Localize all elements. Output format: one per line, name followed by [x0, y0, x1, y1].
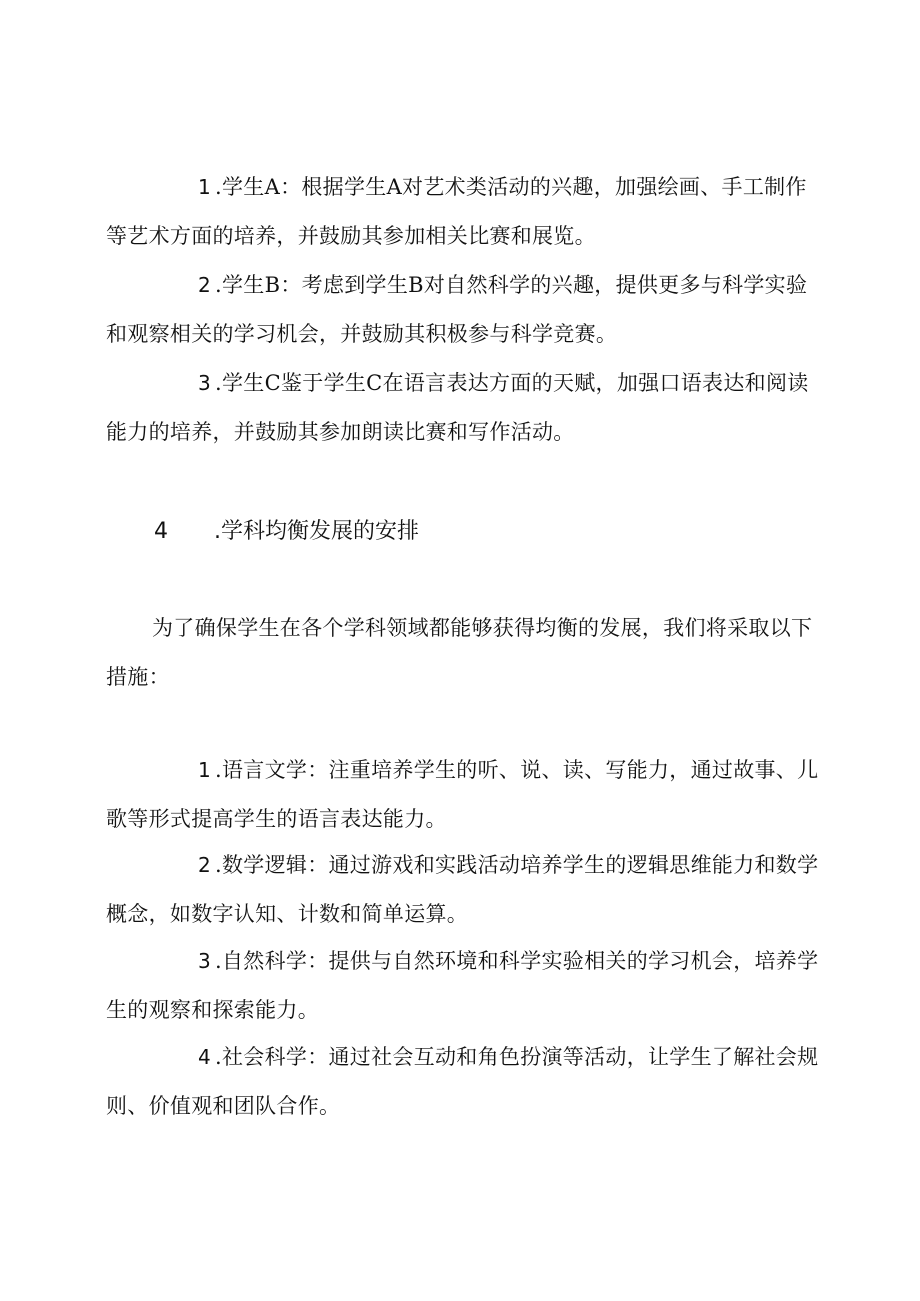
- student-plan-text: .学生B：考虑到学生B对自然科学的兴趣，提供更多与科学实验和观察相关的学习机会，并鼓励其积极参与科学竞赛。: [106, 273, 808, 346]
- student-plan-text: .学生C鉴于学生C在语言表达方面的天赋，加强口语表达和阅读能力的培养，并鼓励其参加朗读比赛和写作活动。: [106, 371, 809, 444]
- measure-text: .语言文学：注重培养学生的听、说、读、写能力，通过故事、儿歌等形式提高学生的语言表达能力。: [106, 758, 819, 831]
- measure-math: [106, 841, 826, 939]
- student-plan-text: .学生A：根据学生A对艺术类活动的兴趣，加强绘画、手工制作等艺术方面的培养，并鼓励其参加相关比赛和展览。: [106, 175, 807, 248]
- student-plan-c: [106, 359, 826, 457]
- list-number: 3: [198, 949, 212, 973]
- measure-social: [106, 1033, 826, 1131]
- measure-science: [106, 937, 826, 1035]
- student-plan-b: [106, 261, 826, 359]
- student-plan-a: [106, 163, 826, 261]
- section-number: 4: [154, 519, 168, 544]
- measure-language: [106, 746, 826, 844]
- list-number: 2: [198, 853, 212, 877]
- intro-paragraph: 为了确保学生在各个学科领域都能够获得均衡的发展，我们将采取以下措施：: [106, 616, 813, 689]
- list-number: 3: [198, 371, 212, 395]
- list-number: 1: [198, 175, 212, 199]
- list-number: 1: [198, 758, 212, 782]
- measure-text: .自然科学：提供与自然环境和科学实验相关的学习机会，培养学生的观察和探索能力。: [106, 949, 819, 1022]
- measure-text: .数学逻辑：通过游戏和实践活动培养学生的逻辑思维能力和数学概念，如数字认知、计数和简单运算。: [106, 853, 819, 926]
- list-number: 4: [198, 1045, 212, 1069]
- measure-text: .社会科学：通过社会互动和角色扮演等活动，让学生了解社会规则、价值观和团队合作。: [106, 1045, 819, 1118]
- section-title: .学科均衡发展的安排: [214, 519, 419, 544]
- section-heading: [154, 512, 419, 552]
- list-number: 2: [198, 273, 212, 297]
